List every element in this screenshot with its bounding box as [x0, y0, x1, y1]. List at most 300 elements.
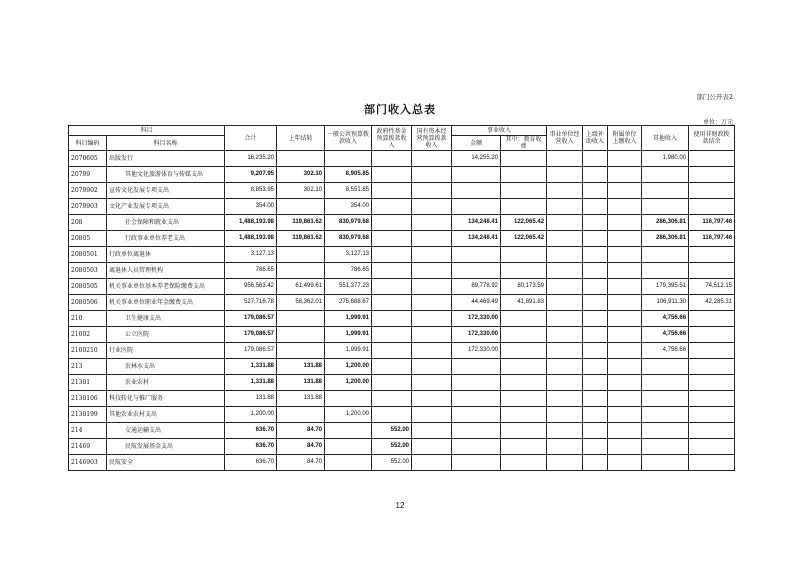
cell-code: 2130199: [69, 407, 107, 423]
cell-carryover: 84.70: [277, 423, 325, 439]
cell-fund: [372, 311, 412, 327]
cell-affiliated: [608, 311, 642, 327]
header-state-capital: 国有资本经营预算拨款收入: [412, 126, 452, 151]
cell-amount: 172,330.00: [452, 311, 501, 327]
cell-fund: [372, 391, 412, 407]
table-row: [69, 455, 735, 471]
cell-affiliated: [608, 327, 642, 343]
cell-code: 2080503: [69, 263, 107, 279]
cell-total: 1,488,193.98: [225, 231, 277, 247]
table-row: [69, 215, 735, 231]
cell-code: 20805: [69, 231, 107, 247]
cell-other: [642, 263, 689, 279]
cell-name: 农业农村: [107, 375, 225, 391]
header-name: 科目名称: [107, 136, 225, 151]
cell-fund: [372, 215, 412, 231]
cell-affiliated: [608, 263, 642, 279]
cell-edu: [501, 423, 547, 439]
cell-other: 179,395.51: [642, 279, 689, 295]
cell-amount: [452, 407, 501, 423]
cell-operating: [547, 327, 583, 343]
cell-other: 4,756.66: [642, 343, 689, 359]
table-row: [69, 423, 735, 439]
cell-other: [642, 167, 689, 183]
table-row: [69, 151, 735, 167]
table-row: [69, 311, 735, 327]
cell-operating: [547, 407, 583, 423]
cell-nonfiscal: [689, 407, 735, 423]
cell-affiliated: [608, 279, 642, 295]
cell-operating: [547, 215, 583, 231]
cell-general: 1,999.91: [325, 311, 372, 327]
cell-fund: [372, 375, 412, 391]
cell-edu: [501, 455, 547, 471]
cell-general: 8,551.85: [325, 183, 372, 199]
cell-operating: [547, 311, 583, 327]
cell-carryover: [277, 263, 325, 279]
cell-general: [325, 151, 372, 167]
cell-general: 786.65: [325, 263, 372, 279]
cell-capital: [412, 359, 452, 375]
header-operating: 事业单位经营收入: [547, 126, 583, 151]
cell-nonfiscal: [689, 327, 735, 343]
cell-edu: [501, 439, 547, 455]
cell-superior: [583, 423, 608, 439]
cell-superior: [583, 263, 608, 279]
cell-code: 2100210: [69, 343, 107, 359]
cell-edu: [501, 263, 547, 279]
cell-code: 208: [69, 215, 107, 231]
cell-fund: 552.00: [372, 455, 412, 471]
cell-affiliated: [608, 455, 642, 471]
cell-capital: [412, 375, 452, 391]
cell-operating: [547, 167, 583, 183]
cell-general: [325, 391, 372, 407]
cell-amount: [452, 455, 501, 471]
cell-affiliated: [608, 215, 642, 231]
cell-code: 214: [69, 423, 107, 439]
cell-general: 354.00: [325, 199, 372, 215]
cell-operating: [547, 343, 583, 359]
cell-total: 8,853.95: [225, 183, 277, 199]
cell-superior: [583, 439, 608, 455]
cell-operating: [547, 391, 583, 407]
cell-edu: [501, 375, 547, 391]
table-row: [69, 439, 735, 455]
cell-operating: [547, 231, 583, 247]
table-body: [69, 151, 735, 471]
cell-carryover: 302.10: [277, 167, 325, 183]
header-gov-fund: 政府性基金预算拨款收入: [372, 126, 412, 151]
cell-code: 2080505: [69, 279, 107, 295]
cell-name: 其他农业农村支出: [107, 407, 225, 423]
table-row: [69, 279, 735, 295]
cell-carryover: [277, 407, 325, 423]
cell-total: 956,563.42: [225, 279, 277, 295]
cell-capital: [412, 263, 452, 279]
table-row: [69, 295, 735, 311]
cell-fund: [372, 279, 412, 295]
cell-nonfiscal: [689, 151, 735, 167]
cell-superior: [583, 327, 608, 343]
cell-code: 2130106: [69, 391, 107, 407]
cell-carryover: 131.88: [277, 359, 325, 375]
header-general-budget: 一般公共预算拨款收入: [325, 126, 372, 151]
cell-edu: [501, 359, 547, 375]
header-carryover: 上年结转: [277, 126, 325, 151]
cell-nonfiscal: [689, 375, 735, 391]
cell-affiliated: [608, 407, 642, 423]
cell-carryover: 61,499.61: [277, 279, 325, 295]
table-row: [69, 247, 735, 263]
cell-amount: [452, 423, 501, 439]
cell-carryover: 84.70: [277, 439, 325, 455]
cell-edu: [501, 327, 547, 343]
cell-capital: [412, 167, 452, 183]
cell-operating: [547, 183, 583, 199]
cell-edu: [501, 391, 547, 407]
cell-edu: [501, 167, 547, 183]
cell-name: 社会保障和就业支出: [107, 215, 225, 231]
cell-other: 4,756.66: [642, 311, 689, 327]
cell-nonfiscal: 42,285.31: [689, 295, 735, 311]
table-row: [69, 375, 735, 391]
cell-capital: [412, 439, 452, 455]
cell-general: 8,905.85: [325, 167, 372, 183]
cell-fund: [372, 327, 412, 343]
cell-nonfiscal: [689, 439, 735, 455]
cell-total: 354.00: [225, 199, 277, 215]
cell-general: 1,200.00: [325, 407, 372, 423]
cell-code: 2146903: [69, 455, 107, 471]
cell-general: 1,999.91: [325, 327, 372, 343]
page-label: 部门公开表2: [696, 93, 733, 101]
cell-capital: [412, 327, 452, 343]
cell-capital: [412, 455, 452, 471]
cell-other: [642, 199, 689, 215]
table-row: [69, 343, 735, 359]
header-superior-subsidy: 上级补助收入: [583, 126, 608, 151]
cell-name: 交通运输支出: [107, 423, 225, 439]
cell-capital: [412, 279, 452, 295]
cell-carryover: [277, 343, 325, 359]
cell-nonfiscal: [689, 359, 735, 375]
cell-other: [642, 391, 689, 407]
cell-nonfiscal: [689, 343, 735, 359]
cell-operating: [547, 279, 583, 295]
cell-carryover: 119,861.62: [277, 231, 325, 247]
cell-name: 行业医院: [107, 343, 225, 359]
cell-superior: [583, 247, 608, 263]
cell-fund: [372, 295, 412, 311]
cell-code: 2070605: [69, 151, 107, 167]
cell-capital: [412, 423, 452, 439]
cell-capital: [412, 343, 452, 359]
cell-affiliated: [608, 183, 642, 199]
cell-superior: [583, 391, 608, 407]
cell-carryover: [277, 327, 325, 343]
cell-superior: [583, 167, 608, 183]
table-row: [69, 183, 735, 199]
cell-capital: [412, 391, 452, 407]
cell-capital: [412, 231, 452, 247]
cell-name: 民航发展基金支出: [107, 439, 225, 455]
cell-name: 出版发行: [107, 151, 225, 167]
cell-affiliated: [608, 439, 642, 455]
header-affiliated: 附属单位上缴收入: [608, 126, 642, 151]
cell-code: 213: [69, 359, 107, 375]
table-row: [69, 359, 735, 375]
table-row: [69, 231, 735, 247]
cell-amount: [452, 167, 501, 183]
cell-affiliated: [608, 343, 642, 359]
cell-edu: 41,891.83: [501, 295, 547, 311]
cell-total: 9,207.95: [225, 167, 277, 183]
cell-superior: [583, 151, 608, 167]
cell-superior: [583, 455, 608, 471]
header-education-fee: 其中：教育收费: [501, 136, 547, 151]
header-non-fiscal: 使用非财政拨款结余: [689, 126, 735, 151]
cell-affiliated: [608, 423, 642, 439]
cell-general: 3,127.13: [325, 247, 372, 263]
cell-amount: [452, 183, 501, 199]
cell-other: 1,980.00: [642, 151, 689, 167]
cell-other: [642, 407, 689, 423]
cell-operating: [547, 263, 583, 279]
cell-affiliated: [608, 231, 642, 247]
cell-edu: [501, 199, 547, 215]
cell-affiliated: [608, 295, 642, 311]
cell-capital: [412, 295, 452, 311]
cell-nonfiscal: 116,797.46: [689, 231, 735, 247]
cell-superior: [583, 215, 608, 231]
cell-capital: [412, 407, 452, 423]
cell-operating: [547, 423, 583, 439]
cell-other: [642, 359, 689, 375]
cell-edu: [501, 311, 547, 327]
cell-carryover: 84.70: [277, 455, 325, 471]
cell-fund: [372, 343, 412, 359]
cell-name: 其他文化旅游体育与传媒支出: [107, 167, 225, 183]
cell-other: 286,306.81: [642, 215, 689, 231]
table-row: [69, 391, 735, 407]
cell-edu: [501, 183, 547, 199]
cell-code: 2080501: [69, 247, 107, 263]
page-number: 12: [395, 501, 405, 510]
cell-general: 830,979.68: [325, 215, 372, 231]
cell-name: 科技转化与推广服务: [107, 391, 225, 407]
cell-superior: [583, 407, 608, 423]
header-code: 科目编码: [69, 136, 107, 151]
cell-affiliated: [608, 359, 642, 375]
cell-affiliated: [608, 151, 642, 167]
cell-fund: 552.00: [372, 439, 412, 455]
cell-nonfiscal: [689, 247, 735, 263]
cell-name: 农林水支出: [107, 359, 225, 375]
cell-operating: [547, 151, 583, 167]
cell-other: [642, 423, 689, 439]
cell-code: 2080506: [69, 295, 107, 311]
cell-superior: [583, 311, 608, 327]
cell-capital: [412, 247, 452, 263]
cell-capital: [412, 215, 452, 231]
cell-nonfiscal: [689, 311, 735, 327]
cell-fund: [372, 263, 412, 279]
cell-nonfiscal: [689, 263, 735, 279]
cell-fund: [372, 167, 412, 183]
cell-affiliated: [608, 375, 642, 391]
cell-total: 786.65: [225, 263, 277, 279]
cell-capital: [412, 183, 452, 199]
cell-edu: [501, 407, 547, 423]
cell-fund: [372, 359, 412, 375]
table-row: [69, 407, 735, 423]
cell-general: 1,200.00: [325, 375, 372, 391]
cell-general: 1,999.91: [325, 343, 372, 359]
cell-edu: [501, 343, 547, 359]
cell-nonfiscal: [689, 167, 735, 183]
cell-name: 行政事业单位养老支出: [107, 231, 225, 247]
cell-operating: [547, 375, 583, 391]
header-amount: 金额: [452, 136, 501, 151]
cell-nonfiscal: 116,797.46: [689, 215, 735, 231]
header-business-income: 事业收入: [452, 126, 547, 136]
cell-total: 1,331.88: [225, 359, 277, 375]
cell-operating: [547, 359, 583, 375]
table-row: [69, 263, 735, 279]
cell-other: [642, 455, 689, 471]
page-title: 部门收入总表: [364, 103, 436, 116]
cell-amount: 172,330.00: [452, 327, 501, 343]
header-row-1: [69, 126, 735, 136]
cell-total: 1,200.00: [225, 407, 277, 423]
cell-code: 2079902: [69, 183, 107, 199]
cell-name: 文化产业发展专项支出: [107, 199, 225, 215]
cell-amount: [452, 247, 501, 263]
cell-total: 179,086.57: [225, 327, 277, 343]
cell-total: 636.70: [225, 423, 277, 439]
cell-carryover: [277, 247, 325, 263]
cell-other: 4,756.66: [642, 327, 689, 343]
table-row: [69, 199, 735, 215]
cell-edu: [501, 247, 547, 263]
cell-name: 民航安全: [107, 455, 225, 471]
cell-amount: [452, 375, 501, 391]
cell-amount: [452, 391, 501, 407]
cell-other: [642, 183, 689, 199]
cell-nonfiscal: [689, 183, 735, 199]
cell-carryover: [277, 199, 325, 215]
cell-other: [642, 375, 689, 391]
cell-carryover: [277, 311, 325, 327]
cell-superior: [583, 343, 608, 359]
header-other: 其他收入: [642, 126, 689, 151]
cell-edu: 80,173.59: [501, 279, 547, 295]
cell-fund: [372, 231, 412, 247]
cell-amount: [452, 439, 501, 455]
cell-edu: 122,065.42: [501, 231, 547, 247]
cell-general: 275,688.67: [325, 295, 372, 311]
cell-code: 21301: [69, 375, 107, 391]
cell-other: 286,306.81: [642, 231, 689, 247]
cell-name: 行政单位离退休: [107, 247, 225, 263]
income-table: [68, 125, 735, 471]
cell-carryover: 58,362.01: [277, 295, 325, 311]
cell-capital: [412, 311, 452, 327]
cell-total: 3,127.13: [225, 247, 277, 263]
table-row: [69, 167, 735, 183]
cell-name: 离退休人员管理机构: [107, 263, 225, 279]
cell-amount: [452, 199, 501, 215]
cell-superior: [583, 295, 608, 311]
cell-name: 机关事业单位基本养老保险缴费支出: [107, 279, 225, 295]
cell-amount: 14,255.20: [452, 151, 501, 167]
cell-superior: [583, 375, 608, 391]
cell-amount: [452, 359, 501, 375]
cell-total: 131.88: [225, 391, 277, 407]
cell-name: 卫生健康支出: [107, 311, 225, 327]
cell-capital: [412, 199, 452, 215]
cell-total: 636.70: [225, 455, 277, 471]
cell-fund: [372, 199, 412, 215]
cell-total: 527,716.78: [225, 295, 277, 311]
cell-name: 公立医院: [107, 327, 225, 343]
cell-superior: [583, 199, 608, 215]
cell-superior: [583, 359, 608, 375]
cell-fund: [372, 151, 412, 167]
cell-capital: [412, 151, 452, 167]
cell-amount: 134,248.41: [452, 231, 501, 247]
cell-other: [642, 247, 689, 263]
cell-affiliated: [608, 247, 642, 263]
cell-amount: 172,330.00: [452, 343, 501, 359]
cell-total: 179,086.57: [225, 343, 277, 359]
cell-carryover: 131.88: [277, 375, 325, 391]
cell-amount: 44,469.49: [452, 295, 501, 311]
unit-label: 单位：万元: [702, 119, 733, 126]
cell-amount: [452, 263, 501, 279]
cell-fund: [372, 183, 412, 199]
cell-general: [325, 455, 372, 471]
cell-carryover: 302.10: [277, 183, 325, 199]
cell-fund: 552.00: [372, 423, 412, 439]
cell-general: 830,979.68: [325, 231, 372, 247]
cell-carryover: [277, 151, 325, 167]
cell-total: 16,235.20: [225, 151, 277, 167]
cell-total: 1,488,193.98: [225, 215, 277, 231]
cell-affiliated: [608, 391, 642, 407]
cell-nonfiscal: 74,512.15: [689, 279, 735, 295]
cell-general: 551,377.23: [325, 279, 372, 295]
cell-operating: [547, 455, 583, 471]
cell-operating: [547, 199, 583, 215]
cell-nonfiscal: [689, 455, 735, 471]
cell-code: 2079903: [69, 199, 107, 215]
cell-carryover: 131.88: [277, 391, 325, 407]
cell-other: [642, 439, 689, 455]
table-row: [69, 327, 735, 343]
cell-code: 210: [69, 311, 107, 327]
cell-carryover: 119,861.62: [277, 215, 325, 231]
cell-code: 21002: [69, 327, 107, 343]
cell-operating: [547, 439, 583, 455]
cell-general: [325, 423, 372, 439]
cell-operating: [547, 295, 583, 311]
cell-nonfiscal: [689, 391, 735, 407]
cell-name: 宣传文化发展专项支出: [107, 183, 225, 199]
cell-edu: [501, 151, 547, 167]
header-subject: 科目: [69, 126, 225, 136]
